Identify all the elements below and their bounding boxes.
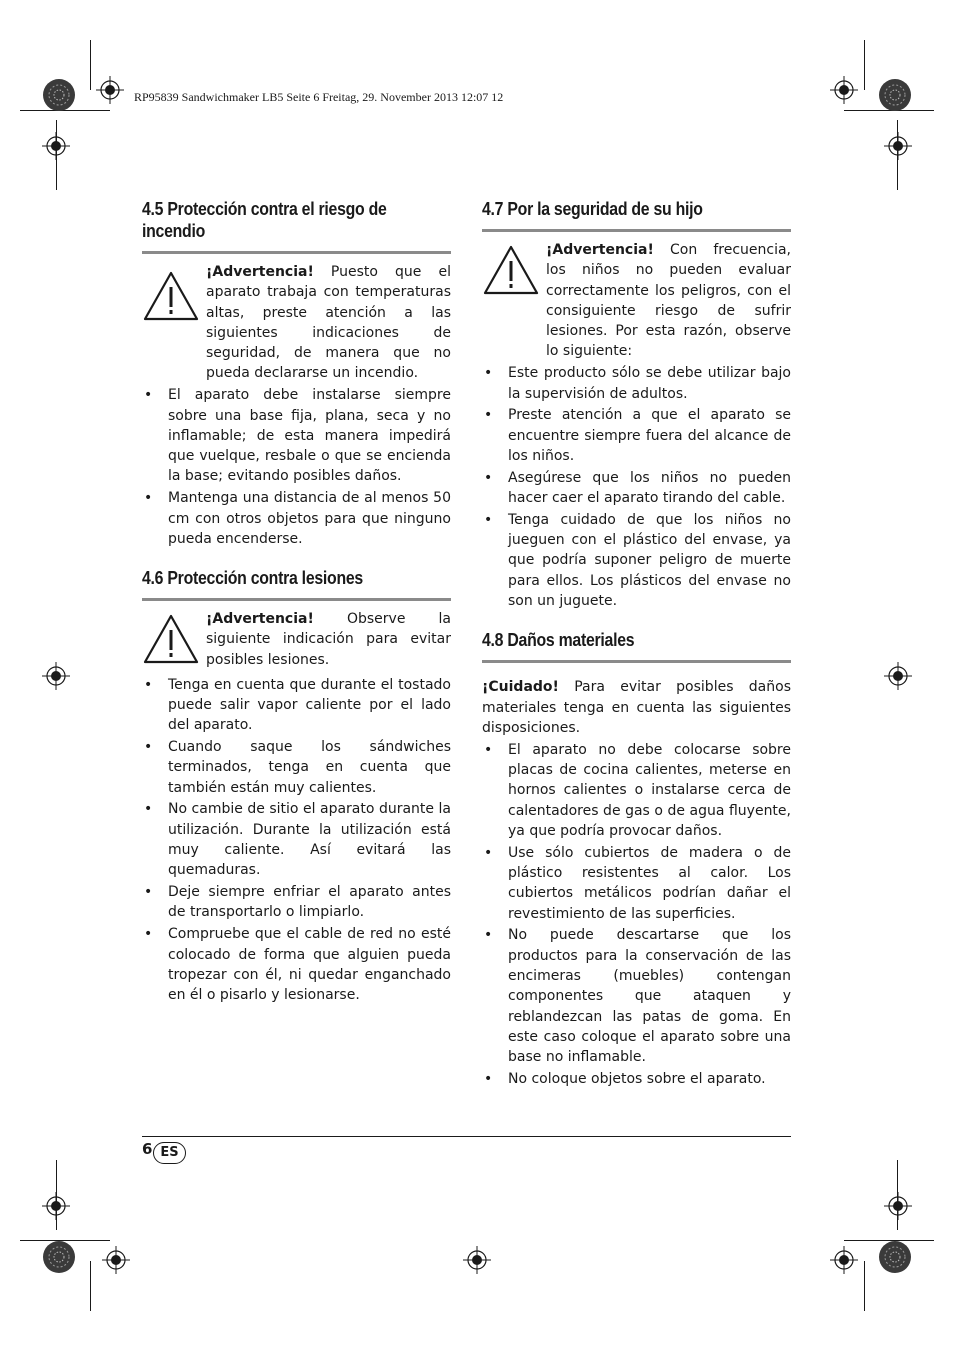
bullet-list xyxy=(482,363,791,611)
list-item: • Tenga cuidado de que los niños no jueguen con el plástico del envase, ya que podría suponer peligro de muerte para ellos. Los plásticos del envase no son un juguete. xyxy=(482,510,791,611)
section-material-damage xyxy=(482,629,791,1089)
list-item: • El aparato no debe colocarse sobre placas de cocina calientes, meterse en hornos calientes o instalarse cerca de calentadores de gas o de agua fluyente, ya que podría provocar daños. xyxy=(482,740,791,841)
warning-triangle-icon xyxy=(482,244,540,296)
registration-mark-icon xyxy=(42,132,70,160)
registration-mark-icon xyxy=(42,1192,70,1220)
left-column xyxy=(142,198,451,1005)
caution-text: ¡Cuidado! Para evitar posibles daños materiales tenga en cuenta las siguientes disposiciones. xyxy=(482,679,791,736)
bullet-list xyxy=(142,385,451,549)
color-target-icon xyxy=(42,78,76,112)
print-info-header: RP95839 Sandwichmaker LB5 Seite 6 Freitag, 29. November 2013 12:07 12 xyxy=(134,90,504,104)
registration-mark-icon xyxy=(884,1192,912,1220)
warning-text: ¡Advertencia! Observe la siguiente indicación para evitar posibles lesiones. xyxy=(206,611,451,668)
registration-mark-icon xyxy=(463,1246,491,1274)
registration-mark-icon xyxy=(884,662,912,690)
warning-triangle-icon xyxy=(142,613,200,665)
list-item: • Asegúrese que los niños no pueden hacer caer el aparato tirando del cable. xyxy=(482,468,791,509)
section-rule xyxy=(482,229,791,232)
bullet-list xyxy=(142,675,451,1006)
language-badge: ES xyxy=(153,1142,186,1164)
section-rule xyxy=(142,251,451,254)
caution-label: ¡Cuidado! xyxy=(482,679,559,696)
list-item: • No cambie de sitio el aparato durante la utilización. Durante la utilización está muy caliente. Así evitará las quemaduras. xyxy=(142,799,451,880)
page-number: 6 xyxy=(142,1140,153,1158)
warning-block xyxy=(482,240,791,362)
list-item: • No coloque objetos sobre el aparato. xyxy=(482,1069,791,1089)
list-item: • Use sólo cubiertos de madera o de plástico resistentes al calor. Los cubiertos metálicos podrían dañar el revestimiento de las superficies. xyxy=(482,843,791,924)
footer-rule xyxy=(142,1136,791,1137)
warning-text: ¡Advertencia! Puesto que el aparato trabaja con temperaturas altas, preste atención a las siguientes indicaciones de seguridad, de manera que no pueda declararse un incendio. xyxy=(206,264,451,382)
warning-block xyxy=(142,609,451,673)
list-item: • Este producto sólo se debe utilizar bajo la supervisión de adultos. xyxy=(482,363,791,404)
section-title: 4.5 Protección contra el riesgo de incendio xyxy=(142,199,387,241)
section-title: 4.7 Por la seguridad de su hijo xyxy=(482,199,703,219)
list-item: • El aparato debe instalarse siempre sobre una base fija, plana, seca y no inflamable; de esta manera impedirá que vuelque, resbale o que se encienda la base; evitando posibles daños. xyxy=(142,385,451,486)
registration-mark-icon xyxy=(102,1246,130,1274)
section-fire-protection xyxy=(142,198,451,549)
section-rule xyxy=(482,660,791,663)
warning-label: ¡Advertencia! xyxy=(206,264,314,280)
list-item: • Compruebe que el cable de red no esté colocado de forma que alguien pueda tropezar con él, ni quedar enganchado en él o pisarlo y lesionarse. xyxy=(142,924,451,1005)
list-item: • Mantenga una distancia de al menos 50 cm con otros objetos para que ninguno pueda encenderse. xyxy=(142,488,451,549)
section-title: 4.6 Protección contra lesiones xyxy=(142,568,363,589)
list-item: • No puede descartarse que los productos para la conservación de las encimeras (muebles) contengan componentes que ataquen y reblandezcan las patas de goma. En este caso coloque el aparato sobre una base no inflamable. xyxy=(482,925,791,1067)
registration-mark-icon xyxy=(830,76,858,104)
color-target-icon xyxy=(878,78,912,112)
registration-mark-icon xyxy=(884,132,912,160)
registration-mark-icon xyxy=(96,76,124,104)
bullet-list xyxy=(482,740,791,1090)
warning-block xyxy=(142,262,451,384)
color-target-icon xyxy=(878,1240,912,1274)
section-rule xyxy=(142,598,451,601)
registration-mark-icon xyxy=(42,662,70,690)
right-column xyxy=(482,198,791,1089)
warning-text: ¡Advertencia! Con frecuencia, los niños no pueden evaluar correctamente los peligros, con el consiguiente riesgo de sufrir lesiones. Por esta razón, observe lo siguiente: xyxy=(546,242,791,360)
warning-label: ¡Advertencia! xyxy=(206,611,314,628)
color-target-icon xyxy=(42,1240,76,1274)
section-injury-protection xyxy=(142,567,451,1005)
list-item: • Deje siempre enfriar el aparato antes de transportarlo o limpiarlo. xyxy=(142,882,451,923)
list-item: • Preste atención a que el aparato se encuentre siempre fuera del alcance de los niños. xyxy=(482,405,791,466)
section-child-safety xyxy=(482,198,791,611)
warning-label: ¡Advertencia! xyxy=(546,242,654,258)
list-item: • Cuando saque los sándwiches terminados, tenga en cuenta que también están muy calientes. xyxy=(142,737,451,798)
list-item: • Tenga en cuenta que durante el tostado puede salir vapor caliente por el lado del aparato. xyxy=(142,675,451,736)
warning-triangle-icon xyxy=(142,270,200,322)
section-title: 4.8 Daños materiales xyxy=(482,630,635,651)
registration-mark-icon xyxy=(830,1246,858,1274)
